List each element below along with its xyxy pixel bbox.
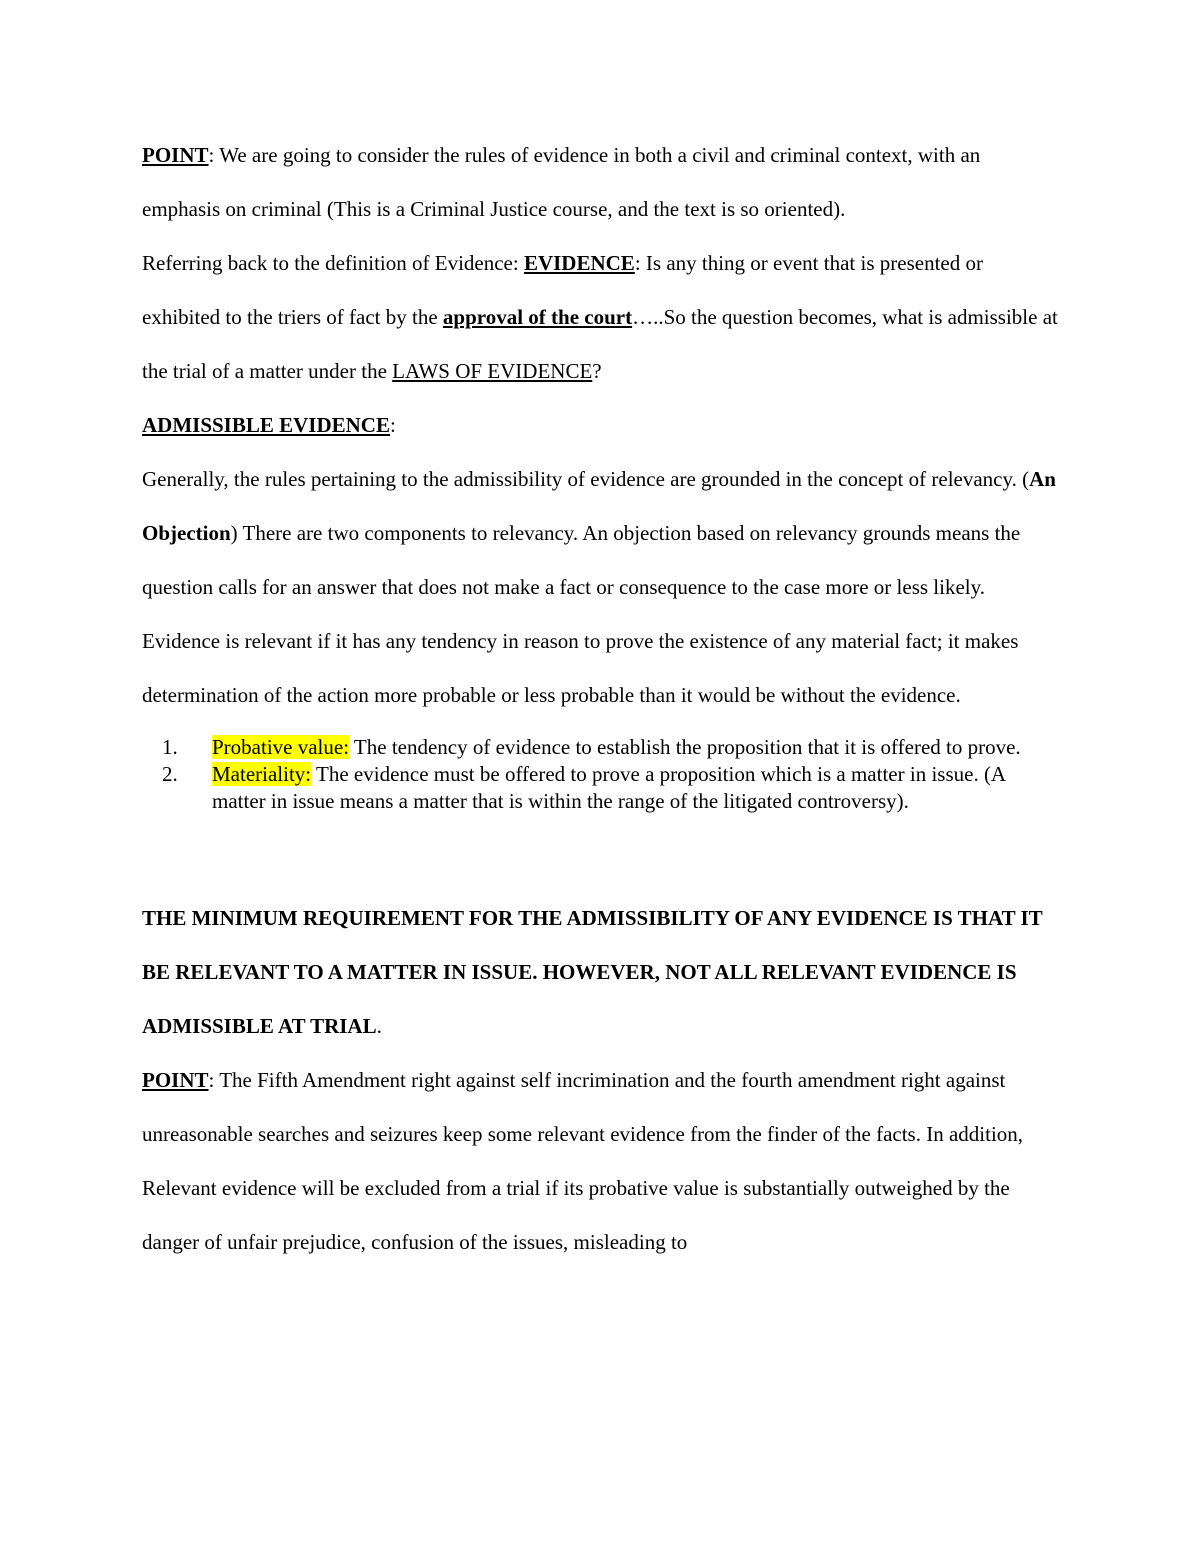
approval-term: approval of the court [442, 305, 633, 329]
list-item-text: The evidence must be offered to prove a proposition which is a matter in issue. (A matter in issue means a matter that is within the range of the litigated controversy). [212, 762, 1005, 813]
list-item-text: The tendency of evidence to establish the proposition that it is offered to prove. [349, 735, 1021, 759]
text-segment: ? [592, 359, 602, 383]
objection-term: An Objection [142, 467, 1056, 545]
paragraph-point-2 [142, 1053, 1062, 1269]
paragraph-evidence-definition [142, 236, 1062, 398]
evidence-term: EVIDENCE [523, 251, 635, 275]
section-heading [142, 398, 1062, 452]
caps-text: THE MINIMUM REQUIREMENT FOR THE ADMISSIBILITY OF ANY EVIDENCE IS THAT IT BE RELEVANT TO A MATTER IN ISSUE. HOWEVER, NOT ALL RELEVANT EVIDENCE IS ADMISSIBLE AT TRIAL [142, 906, 1043, 1038]
text-segment: …..So the question becomes, what is admissible at the trial of a matter under the [142, 305, 1058, 383]
relevancy-components-list [142, 734, 1062, 815]
list-number: 1. [162, 735, 178, 759]
highlighted-term: Materiality: [212, 762, 312, 786]
list-item [142, 761, 1062, 815]
list-number: 2. [162, 762, 178, 786]
laws-of-evidence-term: LAWS OF EVIDENCE [392, 359, 593, 383]
paragraph-text: : The Fifth Amendment right against self incrimination and the fourth amendment right against unreasonable searches and seizures keep some relevant evidence from the finder of the facts. In addition, Relevant evidence will be excluded from a trial if its probative value is substantially outweighed by the danger of unfair prejudice, confusion of the issues, misleading to [142, 1068, 1024, 1254]
caps-end: . [376, 1014, 382, 1038]
text-segment: Referring back to the definition of Evidence: [142, 251, 524, 275]
minimum-requirement-statement [142, 891, 1062, 1053]
admissible-evidence-heading: ADMISSIBLE EVIDENCE [142, 413, 390, 437]
text-segment: : Is any thing or event that is presented or exhibited to the triers of fact by the [142, 251, 983, 329]
highlighted-term: Probative value: [212, 735, 350, 759]
spacer [142, 815, 1062, 891]
text-segment: Generally, the rules pertaining to the admissibility of evidence are grounded in the concept of relevancy. ( [142, 467, 1030, 491]
point-label: POINT [142, 143, 209, 167]
point-label: POINT [142, 1068, 209, 1092]
paragraph-text: : We are going to consider the rules of evidence in both a civil and criminal context, with an emphasis on criminal (This is a Criminal Justice course, and the text is so oriented). [142, 143, 981, 221]
document-page [142, 128, 1062, 1269]
paragraph-relevancy [142, 452, 1062, 722]
text-segment: ) There are two components to relevancy. An objection based on relevancy grounds means the question calls for an answer that does not make a fact or consequence to the case more or less likely. Evidence is relevant if it has any tendency in reason to prove the existence of any material fact; it makes determination of the action more probable or less probable than it would be without the evidence. [142, 521, 1021, 707]
paragraph-point-1 [142, 128, 1062, 236]
list-item [142, 734, 1062, 761]
heading-colon: : [389, 413, 396, 437]
